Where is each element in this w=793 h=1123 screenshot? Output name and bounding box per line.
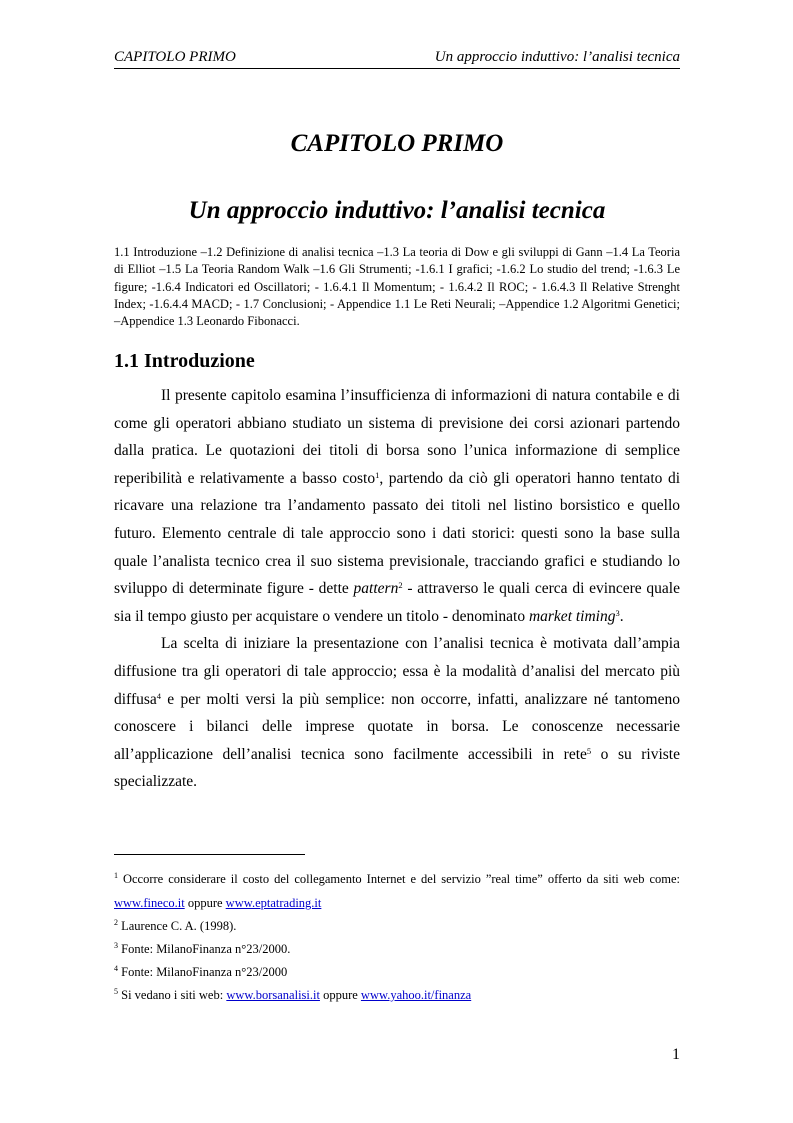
footnote-text: Si vedano i siti web:	[118, 988, 227, 1002]
header-title: Un approccio induttivo: l’analisi tecnica	[434, 49, 680, 65]
paragraph-1	[114, 382, 680, 630]
footnote-text: Fonte: MilanoFinanza n°23/2000	[118, 965, 288, 979]
p1-text-d: .	[619, 607, 624, 625]
footnote-4	[114, 961, 680, 984]
chapter-contents: 1.1 Introduzione –1.2 Definizione di analisi tecnica –1.3 La teoria di Dow e gli sviluppi di Gann –1.4 La Teoria di Elliot –1.5 La Teoria Random Walk –1.6 Gli Strumenti; -1.6.1 I grafici; -1.6.2 Lo studio del trend; -1.6.3 Le figure; -1.6.4 Indicatori ed Oscillatori; - 1.6.4.1 Il Momentum; - 1.6.4.2 Il ROC; - 1.6.4.3 Il Relative Strenght Index; -1.6.4.4 MACD; - 1.7 Conclusioni; - Appendice 1.1 Le Reti Neurali; –Appendice 1.2 Algoritmi Genetici; –Appendice 1.3 Leonardo Fibonacci.	[114, 245, 680, 329]
footnote-3	[114, 938, 680, 961]
running-header	[114, 48, 680, 69]
body-text	[114, 382, 680, 796]
p2-text-b: e per molti versi la più semplice: non occorre, infatti, analizzare né tantomeno conoscere i bilanci delle imprese quotate in borsa. Le conoscenze necessarie all’applicazione dell’analisi tecnica sono facilmente accessibili in rete	[114, 690, 680, 763]
chapter-title: CAPITOLO PRIMO	[290, 130, 504, 157]
footnote-ref-3[interactable]: 3	[615, 607, 620, 618]
link-fineco[interactable]: www.fineco.it	[114, 896, 185, 910]
p2-text-a: La scelta di iniziare la presentazione con l’analisi tecnica è motivata dall’ampia diffusione tra gli operatori di tale approccio; essa è la modalità d’analisi del mercato più diffusa	[114, 635, 680, 708]
footnote-number: 5	[114, 987, 118, 996]
footnote-ref-4[interactable]: 4	[156, 690, 162, 701]
link-eptatrading[interactable]: www.eptatrading.it	[225, 896, 322, 910]
footnote-text: Fonte: MilanoFinanza n°23/2000.	[118, 942, 291, 956]
paragraph-2	[114, 630, 680, 796]
footnote-number: 2	[114, 918, 118, 927]
p1-text-b: , partendo da ciò gli operatori hanno tentato di ricavare una relazione tra l’andamento passato dei titoli nel listino borsistico e quello futuro. Elemento centrale di tale approccio sono i dati storici: questi sono la base sulla quale l’analista tecnico crea il suo sistema previsionale, tracciando grafici e studiando lo sviluppo di determinate figure - dette	[114, 469, 680, 598]
footnote-1	[114, 867, 680, 915]
footnote-text: Occorre considerare il costo del collegamento Internet e del servizio ”real time” offerto da siti web come:	[118, 872, 680, 886]
section-title: 1.1 Introduzione	[114, 350, 255, 372]
page-number: 1	[672, 1046, 680, 1063]
footnote-text: oppure	[184, 896, 226, 910]
term-market-timing: market timing	[528, 607, 616, 625]
footnote-number: 4	[114, 964, 118, 973]
chapter-subtitle: Un approccio induttivo: l’analisi tecnica	[188, 197, 606, 224]
term-pattern: pattern	[353, 580, 399, 598]
footnote-5	[114, 984, 680, 1007]
link-borsanalisi[interactable]: www.borsanalisi.it	[226, 988, 320, 1002]
header-chapter: CAPITOLO PRIMO	[114, 49, 236, 65]
p2-text-c: o su riviste specializzate.	[114, 745, 680, 791]
footnote-ref-2[interactable]: 2	[398, 580, 403, 591]
footnote-ref-5[interactable]: 5	[586, 745, 592, 756]
p1-text-a: Il presente capitolo esamina l’insufficienza di informazioni di natura contabile e di come gli operatori abbiano studiato un sistema di previsione dei corsi azionari partendo dalla pratica. Le quotazioni dei titoli di borsa sono l’unica informazione di semplice reperibilità e relativamente a basso costo	[114, 387, 680, 487]
footnote-number: 1	[114, 871, 118, 880]
footnote-rule	[114, 854, 305, 855]
footnote-number: 3	[114, 941, 118, 950]
footnotes	[114, 867, 680, 1007]
footnote-2	[114, 915, 680, 938]
footnote-text: oppure	[319, 988, 361, 1002]
footnote-text: Laurence C. A. (1998).	[118, 919, 237, 933]
link-yahoo-finanza[interactable]: www.yahoo.it/finanza	[360, 988, 472, 1002]
footnote-ref-1[interactable]: 1	[375, 469, 380, 480]
p1-text-c: - attraverso le quali cerca di evincere quale sia il tempo giusto per acquistare o vendere un titolo - denominato	[114, 580, 680, 625]
